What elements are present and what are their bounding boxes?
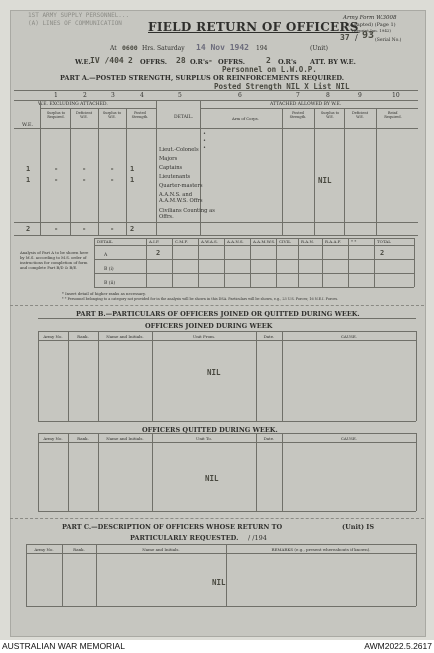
table-column-header: Rank. [73, 547, 85, 552]
table-column-header: REMARKS (e.g., present whereabouts if known). [271, 547, 371, 552]
part-c-subtitle: PARTICULARLY REQUESTED. [130, 534, 239, 542]
column-number: 4 [140, 92, 144, 99]
subhead-surplus-required: Surplus to Required. [46, 111, 66, 119]
hrs-label: Hrs. Saturday [142, 45, 185, 52]
footnote-1: * Insert detail of higher ranks as necessary. [62, 291, 146, 296]
offrs2-label: OFFRS. [218, 58, 246, 66]
detail-column-divider [198, 238, 199, 287]
table-column-header: Army No. [43, 334, 63, 339]
detail-column-header: A.I.F. [149, 239, 160, 244]
we-col-label: W.E. [22, 122, 34, 128]
subhead-att-deficient: Deficient W.E. [351, 111, 369, 119]
table-column-divider [416, 544, 417, 606]
table-column-header: Unit To. [195, 436, 213, 441]
offrs-value: 2 [128, 56, 133, 65]
column-number: 3 [111, 92, 115, 99]
column-number: 8 [326, 92, 330, 99]
table-column-header: Name and Initials. [106, 436, 144, 441]
detail-rank: Quarter-masters [159, 183, 203, 189]
stamp-line-1: 1ST ARMY SUPPLY PERSONNEL... [28, 12, 130, 19]
ors-label: O.R's [190, 58, 209, 66]
column-number: 2 [83, 92, 87, 99]
detail-row-bi: B (i) [104, 267, 114, 272]
row1-c4: - [110, 165, 115, 173]
table-column-divider [98, 331, 99, 421]
form-title: FIELD RETURN OF OFFICERS [148, 20, 359, 34]
total-c2: - [54, 225, 59, 233]
detail-column-divider [250, 238, 251, 287]
serial-label: (Serial No.) [375, 38, 402, 43]
total-posted: 2 [130, 225, 135, 233]
part-c-unit-label: (Unit) IS [342, 523, 375, 531]
return-number: 37 [340, 33, 350, 42]
part-a-title: PART A.—POSTED STRENGTH, SURPLUS OR REINFORCEMENTS REQUIRED. [60, 74, 345, 82]
ors2-value: 2 [266, 56, 271, 65]
quitted-title: OFFICERS QUITTED DURING WEEK. [142, 426, 278, 434]
date-value: 14 Nov 1942 [196, 43, 249, 52]
table-column-header: Army No. [34, 547, 54, 552]
table-column-divider [416, 331, 417, 421]
detail-column-divider [322, 238, 323, 287]
stamp-line-2: (A) LINES OF COMMUNICATION [28, 20, 122, 27]
subhead-detail: DETAIL. [174, 115, 194, 120]
column-number: 10 [392, 92, 400, 99]
detail-rank: Lieut.-Colonels [159, 147, 199, 153]
at-label: At [110, 45, 117, 52]
detail-column-divider [146, 238, 147, 287]
footer-accession: AWM2022.5.2617 [364, 641, 432, 651]
archive-footer [0, 640, 434, 653]
attached-header: ATTACHED ALLOWED BY W.E. [270, 102, 342, 107]
detail-column-divider [224, 238, 225, 287]
total-c4: - [110, 225, 115, 233]
row2-c2: - [54, 176, 59, 184]
table-column-header: CAUSE. [340, 436, 358, 441]
total-c3: - [82, 225, 87, 233]
detail-column-divider [414, 238, 415, 287]
table-column-divider [282, 331, 283, 421]
subhead-att-posted: Posted Strength. [289, 111, 307, 119]
row2-c3: - [82, 176, 87, 184]
year-label: 194 [256, 45, 268, 52]
column-number: 6 [238, 92, 242, 99]
we-value: IV /404 [90, 56, 124, 65]
table-column-divider [282, 433, 283, 511]
detail-rank: Civilians Counting as Offrs. [159, 208, 215, 220]
attached-nil: NIL [318, 176, 332, 185]
column-number: 9 [358, 92, 362, 99]
table-column-header: Rank. [77, 334, 89, 339]
detail-rank: Lieutenants [159, 174, 191, 180]
subhead-posted: Posted Strength. [131, 111, 149, 119]
detail-column-divider [172, 238, 173, 287]
part-c-date: / /194 [248, 534, 267, 542]
offrs-label: OFFRS. [140, 58, 168, 66]
part-c-title: PART C.—DESCRIPTION OF OFFICERS WHOSE RETURN TO [62, 523, 283, 531]
row1-c3: - [82, 165, 87, 173]
detail-column-header: A.W.A.S. [201, 239, 218, 244]
subhead-att-surplus: Surplus to W.E. [320, 111, 340, 119]
detail-column-header: A.A.M.W.S. [253, 239, 276, 244]
we-excluding-header: W.E. EXCLUDING ATTACHED. [38, 102, 108, 107]
detail-rank: Captains [159, 165, 183, 171]
detail-column-divider [374, 238, 375, 287]
total-value: 2 [380, 249, 385, 257]
footer-institution: AUSTRALIAN WAR MEMORIAL [2, 641, 125, 651]
column-number: 7 [296, 92, 300, 99]
detail-row-a: A [104, 253, 108, 258]
detail-column-header: CIVIL [279, 239, 291, 244]
detail-rank: A.A.N.S. and A.A.M.W.S. Offrs [159, 192, 203, 204]
table-column-divider [416, 433, 417, 511]
row2-c4: - [110, 176, 115, 184]
table-column-header: Name and Initials. [106, 334, 144, 339]
table-column-divider [98, 433, 99, 511]
column-number: 1 [54, 92, 58, 99]
table-column-header: Name and Initials. [142, 547, 180, 552]
table-column-divider [256, 433, 257, 511]
joined-nil: NIL [207, 368, 221, 377]
table-column-divider [38, 433, 39, 511]
footnote-2: * * Personnel belonging to a category not provided for in the analysis will be shown in this DSA. Particulars will be shown, e.g., 23 U.S. Forces; 16 N.E.I. Forces. [62, 297, 339, 301]
ors-value: 28 [176, 56, 186, 65]
detail-column-header: TOTAL [377, 239, 391, 244]
detail-column-header: C.M.F. [175, 239, 188, 244]
table-column-header: Date. [263, 334, 275, 339]
subhead-reinf: Reinf. Required. [384, 111, 402, 119]
part-c-nil: NIL [212, 578, 226, 587]
att-label: ATT. BY W.E. [310, 58, 356, 66]
row1-we: 1 [26, 165, 31, 173]
detail-column-header: A.A.N.S. [227, 239, 244, 244]
table-column-divider [256, 331, 257, 421]
row1-posted: 1 [130, 165, 135, 173]
detail-column-divider [298, 238, 299, 287]
table-column-header: Unit From. [192, 334, 216, 339]
form-adapted: (Adapted) (Page 1) [348, 22, 396, 28]
detail-column-header: DETAIL [97, 239, 113, 244]
analysis-note: Analysis of Part A to be shown here by M.S. according to M.S. order of instructions for completion of form and complete Part B/D & B/E. [20, 250, 89, 270]
unit-label: (Unit) [310, 45, 328, 52]
part-b-title: PART B.—PARTICULARS OF OFFICERS JOINED OR QUITTED DURING WEEK. [76, 310, 360, 318]
ors2-label: O.R's [278, 58, 297, 66]
posted-note: Posted Strength NIL X List NIL [214, 82, 350, 91]
table-column-divider [68, 433, 69, 511]
table-column-divider [68, 331, 69, 421]
row2-we: 1 [26, 176, 31, 184]
detail-column-header: * * [351, 239, 357, 244]
table-column-header: Army No. [43, 436, 63, 441]
detail-rank: Majors [159, 156, 178, 162]
aif-value: 2 [156, 249, 161, 257]
joined-title: OFFICERS JOINED DURING WEEK [145, 322, 273, 330]
subhead-deficient: Deficient W.E. [75, 111, 93, 119]
form-number: Army Form W.3008 [343, 15, 397, 21]
row2-posted: 1 [130, 176, 135, 184]
total-we: 2 [26, 225, 31, 233]
table-column-divider [152, 433, 153, 511]
row1-c2: - [54, 165, 59, 173]
detail-column-header: R.A.N. [301, 239, 314, 244]
detail-row-bii: B (ii) [104, 281, 116, 286]
detail-column-divider [348, 238, 349, 287]
time-value: 0600 [122, 44, 138, 52]
column-number: 5 [178, 92, 182, 99]
detail-column-divider [94, 238, 95, 287]
table-column-header: CAUSE. [340, 334, 358, 339]
detail-table-top [94, 238, 414, 239]
table-column-divider [38, 331, 39, 421]
detail-column-divider [276, 238, 277, 287]
table-column-header: Rank. [77, 436, 89, 441]
quitted-nil: NIL [205, 474, 219, 483]
subhead-surplus-we: Surplus to W.E. [102, 111, 122, 119]
table-column-divider [152, 331, 153, 421]
detail-column-header: R.A.A.F. [325, 239, 342, 244]
subhead-arm-corps: Arm of Corps. [232, 116, 259, 121]
offrs2-value: - [208, 56, 213, 65]
form-reprint: (Reprint Jan. 1942) [352, 28, 391, 33]
personnel-note: Personnel on L.W.O.P. [222, 65, 317, 74]
return-serial: 93 [362, 30, 375, 41]
table-column-header: Date. [263, 436, 275, 441]
we-label: W.E. [75, 58, 91, 66]
